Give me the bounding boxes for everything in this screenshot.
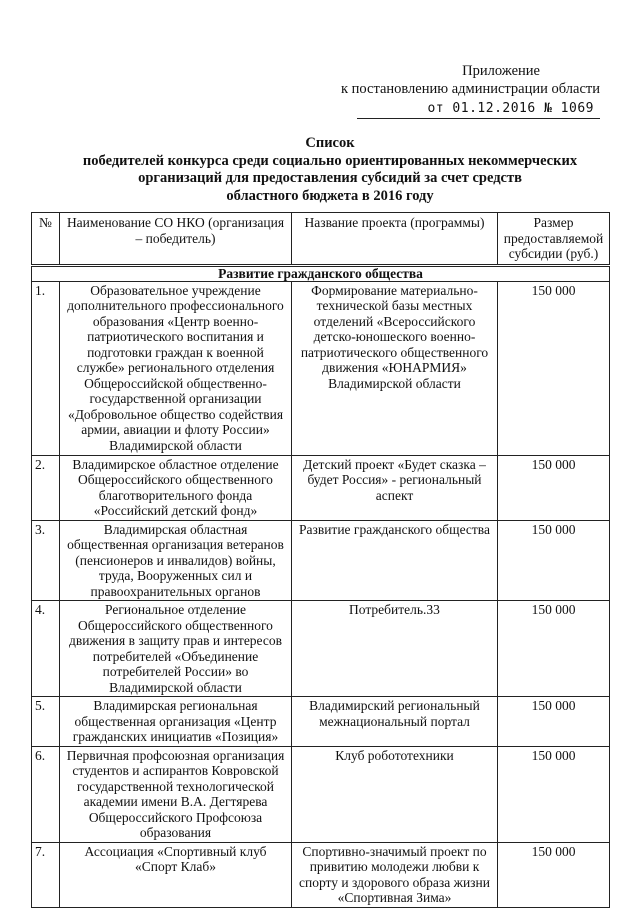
section-title: Развитие гражданского общества [32,265,610,281]
row-project: Потребитель.33 [292,601,498,697]
winners-table [31,212,610,908]
appendix-title: Приложение [462,63,540,79]
header-number: № [32,213,60,266]
row-number: 1. [32,281,60,455]
row-amount: 150 000 [498,842,610,907]
row-amount: 150 000 [498,601,610,697]
row-number: 4. [32,601,60,697]
title-line-3: организаций для предоставления субсидий за счет средств [138,170,522,186]
row-number: 7. [32,842,60,907]
table-row [32,842,610,907]
title-line-2: победителей конкурса среди социально ориентированных некоммерческих [82,152,578,169]
row-project: Спортивно-значимый проект по привитию молодежи любви к спорту и здорового образа жизни «Спортивная Зима» [292,842,498,907]
row-amount: 150 000 [498,520,610,601]
row-amount: 150 000 [498,697,610,747]
row-organization: Владимирское областное отделение Общероссийского общественного благотворительного фонда «Российский детский фонд» [60,455,292,520]
document-title [40,135,620,205]
decree-number: от 01.12.2016 № 1069 [357,100,600,119]
title-line-4: областного бюджета в 2016 году [226,187,434,204]
row-project: Формирование материально-технической базы местных отделений «Всероссийского детско-юношеского военно-патриотического общественного движения «ЮНАРМИЯ» Владимирской области [292,281,498,455]
row-amount: 150 000 [498,455,610,520]
row-project: Детский проект «Будет сказка – будет Россия» - региональный аспект [292,455,498,520]
row-organization: Первичная профсоюзная организация студентов и аспирантов Ковровской государственной технологической академии имени В.А. Дегтярева Общероссийского Профсоюза образования [60,746,292,842]
appendix-header [300,62,600,119]
row-project: Владимирский региональный межнациональный портал [292,697,498,747]
row-amount: 150 000 [498,281,610,455]
row-organization: Образовательное учреждение дополнительного профессионального образования «Центр военно-патриотического воспитания и подготовки граждан к военной службе» регионального отделения Общероссийской общественно-государственной организации «Добровольное общество содействия армии, авиации и флоту России» Владимирской области [60,281,292,455]
header-project: Название проекта (программы) [292,213,498,266]
row-amount: 150 000 [498,746,610,842]
row-number: 6. [32,746,60,842]
row-number: 3. [32,520,60,601]
section-row [32,265,610,281]
table-row [32,281,610,455]
row-organization: Ассоциация «Спортивный клуб «Спорт Клаб» [60,842,292,907]
table-row [32,697,610,747]
row-organization: Владимирская региональная общественная организация «Центр гражданских инициатив «Позиция» [60,697,292,747]
row-organization: Региональное отделение Общероссийского общественного движения в защиту прав и интересов потребителей «Объединение потребителей России» во Владимирской области [60,601,292,697]
table-row [32,520,610,601]
title-line-1: Список [305,135,355,151]
row-project: Клуб робототехники [292,746,498,842]
table-row [32,746,610,842]
row-number: 2. [32,455,60,520]
row-organization: Владимирская областная общественная организация ветеранов (пенсионеров и инвалидов) войны, труда, Вооруженных сил и правоохранительных органов [60,520,292,601]
table-row [32,455,610,520]
row-project: Развитие гражданского общества [292,520,498,601]
row-number: 5. [32,697,60,747]
header-amount: Размер предоставляемой субсидии (руб.) [498,213,610,266]
appendix-reference: к постановлению администрации области [340,81,600,97]
table-header-row [32,213,610,266]
header-organization: Наименование СО НКО (организация – победитель) [60,213,292,266]
table-row [32,601,610,697]
